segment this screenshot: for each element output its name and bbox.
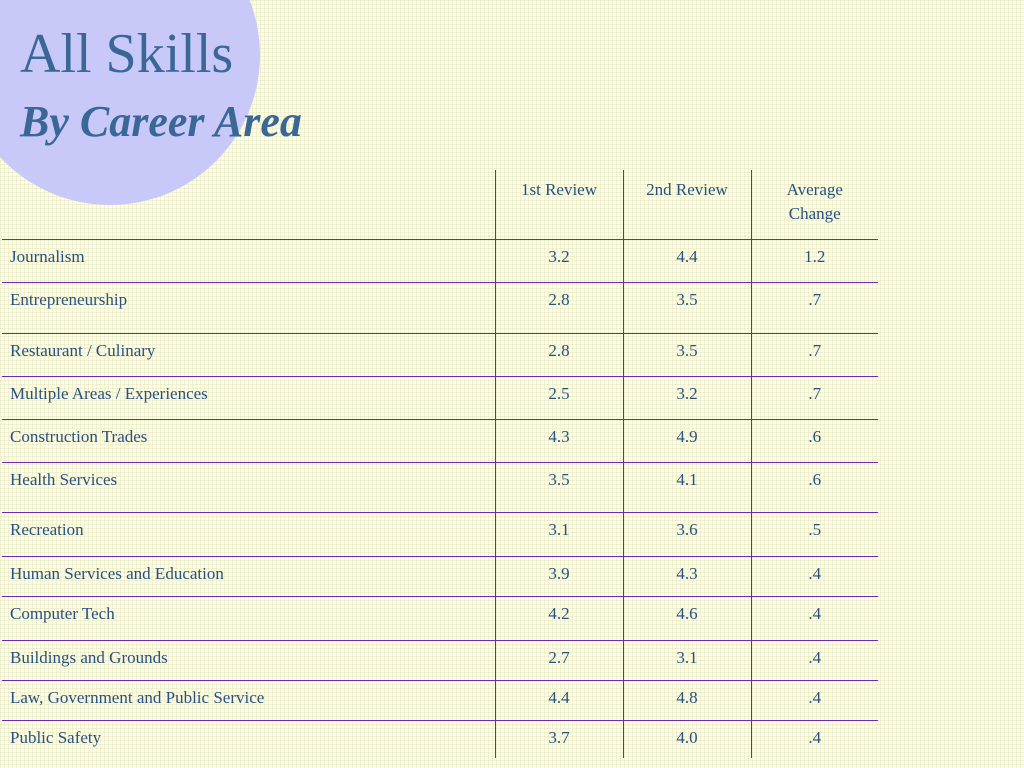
header-average-change bbox=[751, 170, 878, 239]
table-row bbox=[2, 720, 878, 758]
first-review-cell: 3.5 bbox=[495, 462, 623, 512]
table-row bbox=[2, 419, 878, 462]
average-change-cell: .7 bbox=[751, 376, 878, 419]
second-review-cell: 4.9 bbox=[623, 419, 751, 462]
career-area-cell: Law, Government and Public Service bbox=[10, 687, 265, 707]
career-area-cell: Public Safety bbox=[10, 727, 102, 747]
table-header-row bbox=[2, 170, 878, 239]
second-review-cell: 3.2 bbox=[623, 376, 751, 419]
first-review-cell: 4.3 bbox=[495, 419, 623, 462]
second-review-cell: 3.6 bbox=[623, 512, 751, 556]
average-change-cell: .7 bbox=[751, 282, 878, 333]
second-review-cell: 4.1 bbox=[623, 462, 751, 512]
career-area-cell: Recreation bbox=[10, 519, 84, 539]
first-review-cell: 2.7 bbox=[495, 640, 623, 680]
first-review-cell: 4.2 bbox=[495, 596, 623, 640]
career-area-cell: Health Services bbox=[10, 469, 118, 489]
header-career-area bbox=[2, 170, 495, 239]
average-change-cell: .7 bbox=[751, 333, 878, 376]
table-row bbox=[2, 680, 878, 720]
table-row bbox=[2, 462, 878, 512]
table-row bbox=[2, 596, 878, 640]
table-row bbox=[2, 512, 878, 556]
page-title: All Skills bbox=[20, 23, 234, 85]
career-area-cell: Buildings and Grounds bbox=[10, 647, 168, 667]
career-area-cell: Computer Tech bbox=[10, 603, 115, 623]
career-area-cell: Journalism bbox=[10, 246, 85, 266]
second-review-cell: 4.4 bbox=[623, 239, 751, 282]
first-review-cell: 4.4 bbox=[495, 680, 623, 720]
average-change-cell: 1.2 bbox=[751, 239, 878, 282]
average-change-cell: .4 bbox=[751, 640, 878, 680]
average-change-cell: .6 bbox=[751, 462, 878, 512]
second-review-cell: 3.5 bbox=[623, 333, 751, 376]
header-second-review: 2nd Review bbox=[623, 170, 751, 239]
average-change-cell: .6 bbox=[751, 419, 878, 462]
header-average-line-2: Change bbox=[788, 204, 841, 223]
table-row bbox=[2, 556, 878, 596]
header-average-line-1: Average bbox=[786, 180, 843, 199]
first-review-cell: 3.2 bbox=[495, 239, 623, 282]
table-row bbox=[2, 640, 878, 680]
second-review-cell: 4.3 bbox=[623, 556, 751, 596]
second-review-cell: 4.0 bbox=[623, 720, 751, 758]
page-subtitle: By Career Area bbox=[20, 97, 302, 146]
average-change-cell: .4 bbox=[751, 680, 878, 720]
career-area-cell: Entrepreneurship bbox=[10, 289, 128, 309]
average-change-cell: .4 bbox=[751, 720, 878, 758]
career-area-cell: Human Services and Education bbox=[10, 563, 224, 583]
first-review-cell: 2.8 bbox=[495, 282, 623, 333]
first-review-cell: 2.5 bbox=[495, 376, 623, 419]
first-review-cell: 3.1 bbox=[495, 512, 623, 556]
career-area-cell: Multiple Areas / Experiences bbox=[10, 383, 208, 403]
second-review-cell: 3.5 bbox=[623, 282, 751, 333]
average-change-cell: .4 bbox=[751, 556, 878, 596]
header-first-review: 1st Review bbox=[495, 170, 623, 239]
table-row bbox=[2, 376, 878, 419]
table-row bbox=[2, 239, 878, 282]
first-review-cell: 3.9 bbox=[495, 556, 623, 596]
second-review-cell: 3.1 bbox=[623, 640, 751, 680]
second-review-cell: 4.6 bbox=[623, 596, 751, 640]
table-row bbox=[2, 282, 878, 333]
career-area-cell: Construction Trades bbox=[10, 426, 148, 446]
skills-table bbox=[2, 170, 878, 758]
table-row bbox=[2, 333, 878, 376]
first-review-cell: 3.7 bbox=[495, 720, 623, 758]
second-review-cell: 4.8 bbox=[623, 680, 751, 720]
first-review-cell: 2.8 bbox=[495, 333, 623, 376]
average-change-cell: .4 bbox=[751, 596, 878, 640]
average-change-cell: .5 bbox=[751, 512, 878, 556]
career-area-cell: Restaurant / Culinary bbox=[10, 340, 156, 360]
